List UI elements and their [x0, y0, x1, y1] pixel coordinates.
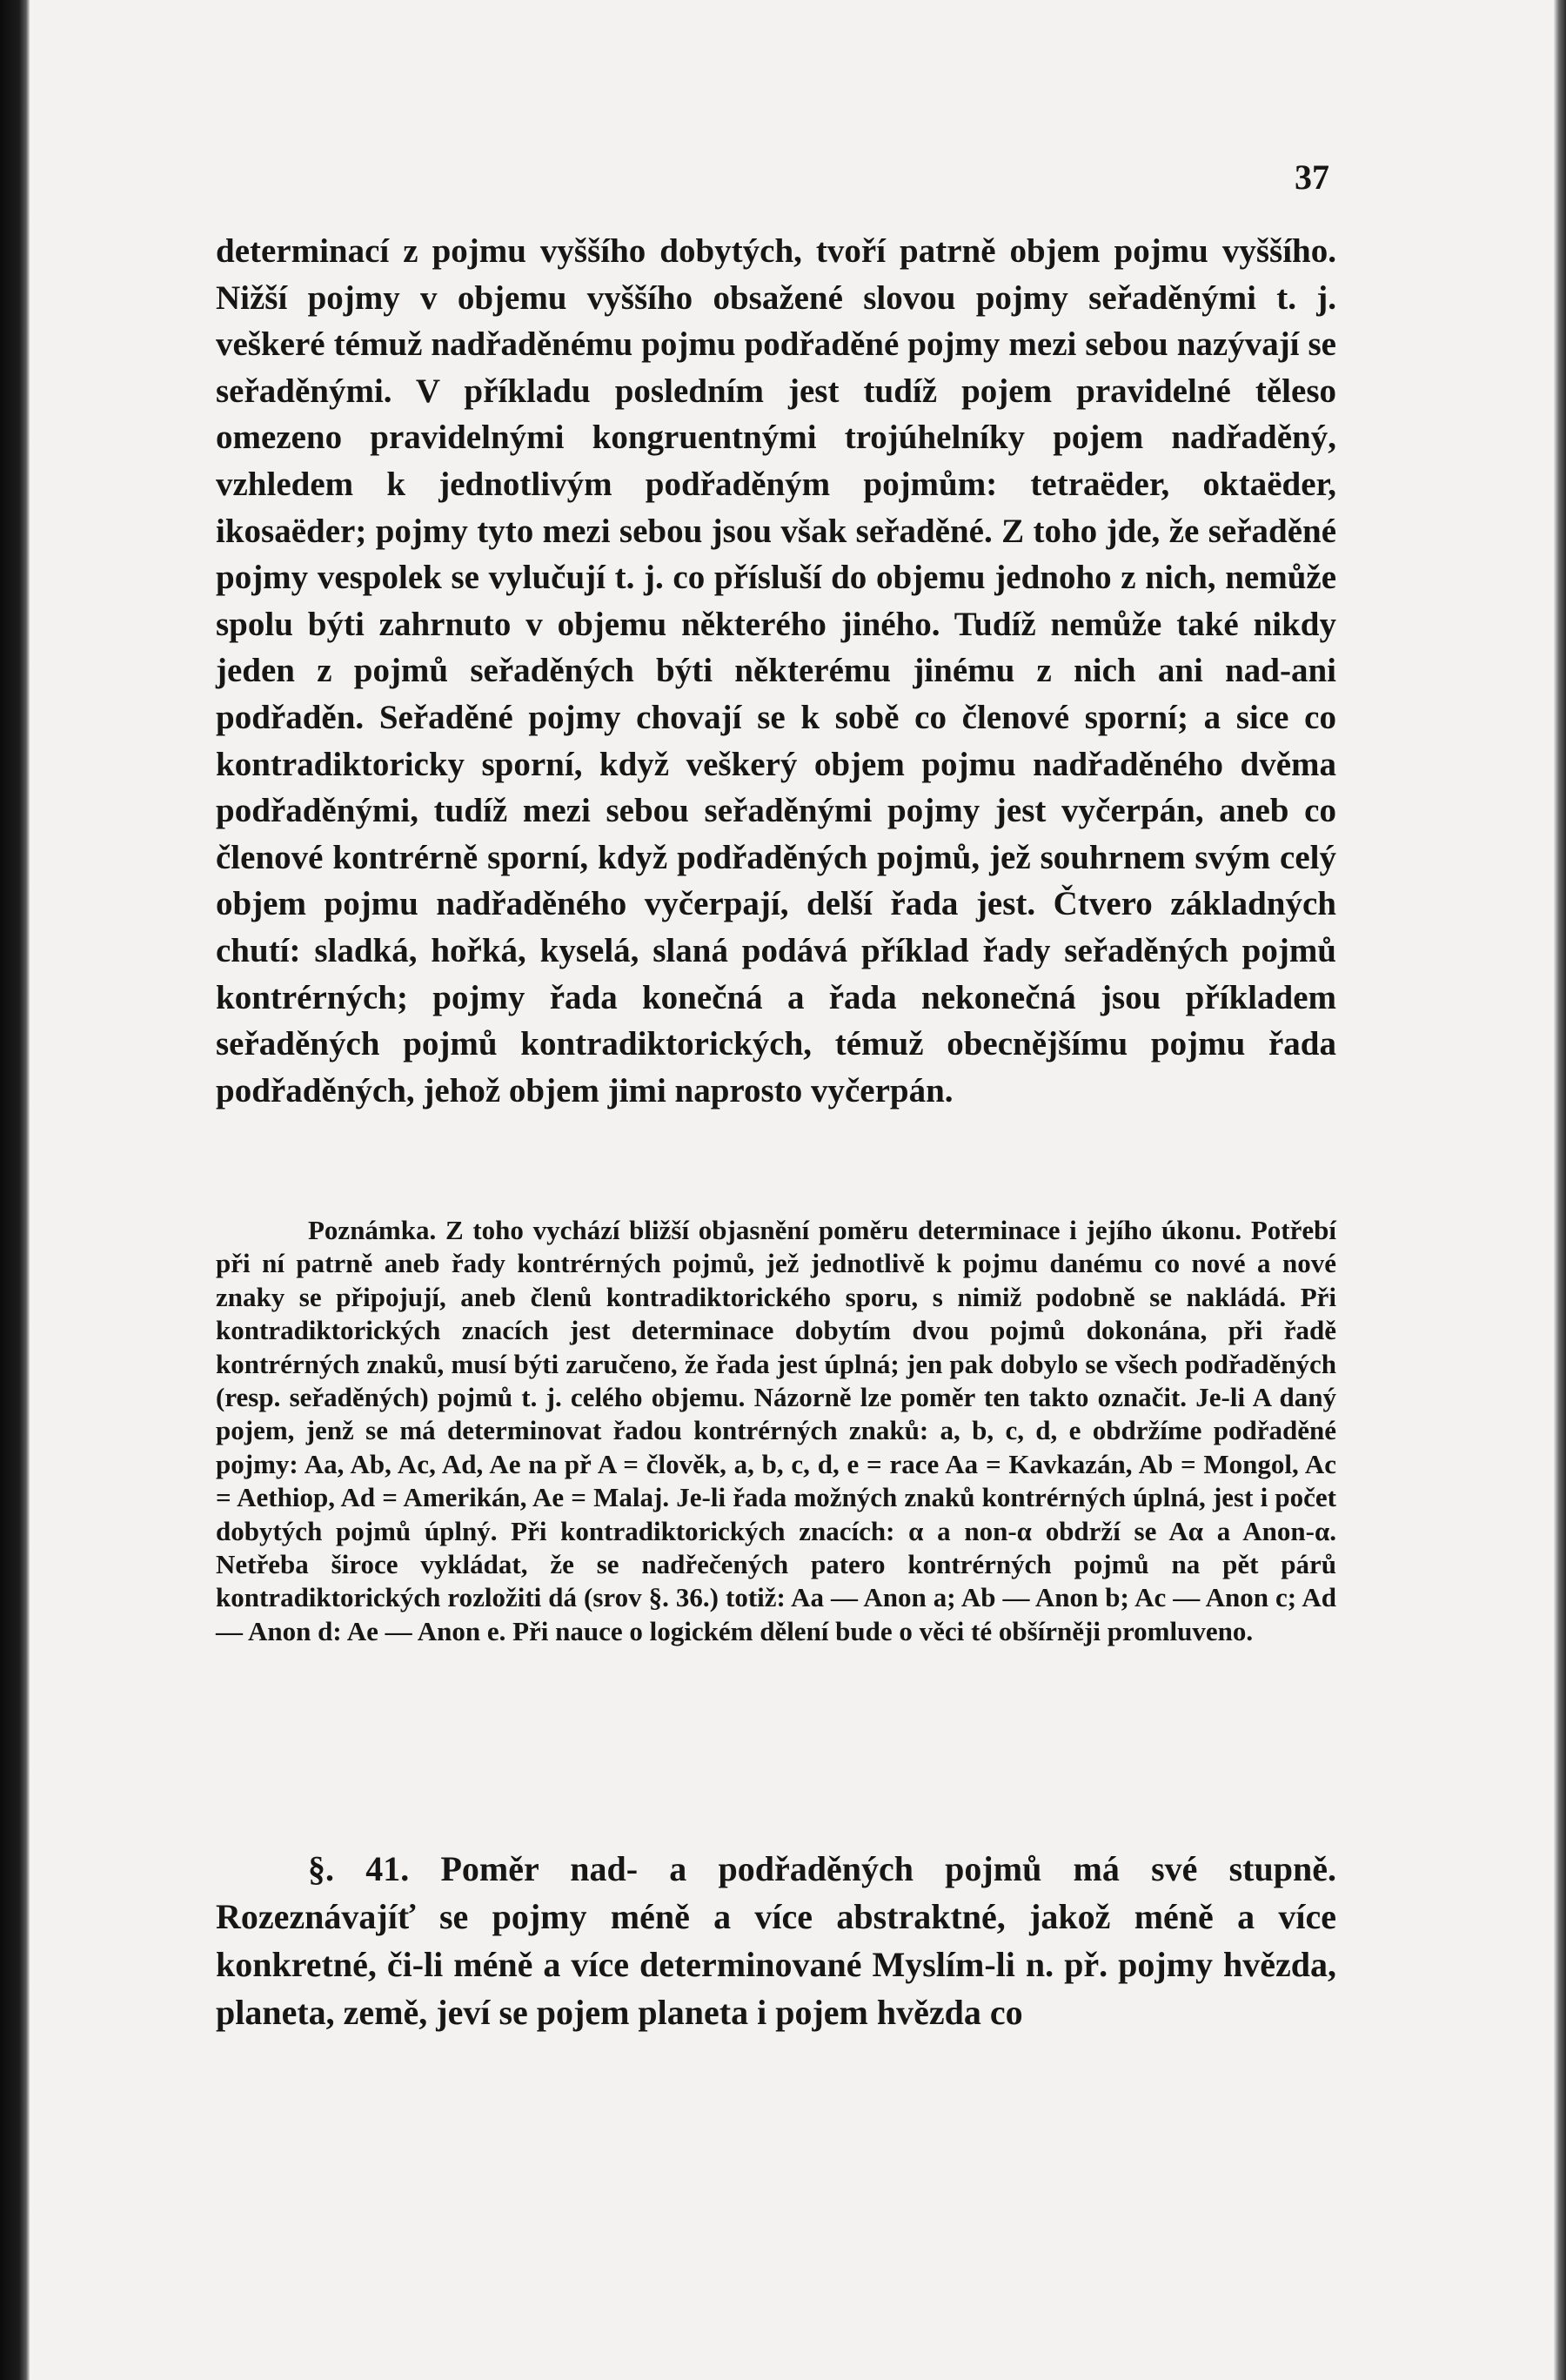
section-41-paragraph: §. 41. Poměr nad- a podřaděných pojmů má své stupně. Rozeznávajíť se pojmy méně a více abstraktné, jakož méně a více konkretné, či-li méně a více determinované Myslím-li n. př. pojmy hvězda, planeta, země, jeví se pojem planeta i pojem hvězda co — [216, 1849, 1336, 2032]
main-paragraph — [216, 228, 1336, 1114]
main-paragraph-text: determinací z pojmu vyššího dobytých, tvoří patrně objem pojmu vyššího. Nižší pojmy v objemu vyššího obsažené slovou pojmy seřaděnými t. j. veškeré témuž nadřaděnému pojmu podřaděné pojmy mezi sebou nazývají se seřaděnými. V příkladu posledním jest tudíž pojem pravidelné těleso omezeno pravidelnými kongruentnými trojúhelníky pojem nadřaděný, vzhledem k jednotlivým podřaděným pojmům: tetraëder, oktaëder, ikosaëder; pojmy tyto mezi sebou jsou však seřaděné. Z toho jde, že seřaděné pojmy vespolek se vylučují t. j. co přísluší do objemu jednoho z nich, nemůže spolu býti zahrnuto v objemu některého jiného. Tudíž nemůže také nikdy jeden z pojmů seřaděných býti některému jinému z nich ani nad-ani podřaděn. Seřaděné pojmy chovají se k sobě co členové sporní; a sice co kontradiktoricky sporní, když veškerý objem pojmu nadřaděného dvěma podřaděnými, tudíž mezi sebou seřaděnými pojmy jest vyčerpán, aneb co členové kontrérně sporní, když podřaděných pojmů, jež souhrnem svým celý objem pojmu nadřaděného vyčerpají, delší řada jest. Čtvero základných chutí: sladká, hořká, kyselá, slaná podává příklad řady seřaděných pojmů kontrérných; pojmy řada konečná a řada nekonečná jsou příkladem seřaděných pojmů kontradiktorických, témuž obecnějšímu pojmu řada podřaděných, jehož objem jimi naprosto vyčerpán. — [216, 232, 1336, 1110]
page-number: 37 — [1295, 158, 1329, 197]
right-page-edge — [1554, 0, 1566, 2380]
note-paragraph: Poznámka. Z toho vychází bližší objasnění poměru determinace i jejího úkonu. Potřebí při ní patrně aneb řady kontrérných pojmů, jež jednotlivě k pojmu danému co nové a nové znaky se připojují, aneb členů kontradiktorického sporu, s nimiž podobně se nakládá. Při kontradiktorických znacích jest determinace dobytím dvou pojmů dokonána, při řadě kontrérných znaků, musí býti zaručeno, že řada jest úplná; jen pak dobylo se všech podřaděných (resp. seřaděných) pojmů t. j. celého objemu. Názorně lze poměr ten takto označit. Je-li A daný pojem, jenž se má determinovat řadou kontrérných znaků: a, b, c, d, e obdržíme podřaděné pojmy: Aa, Ab, Ac, Ad, Ae na př A = člověk, a, b, c, d, e = race Aa = Kavkazán, Ab = Mongol, Ac = Aethiop, Ad = Amerikán, Ae = Malaj. Je-li řada možných znaků kontrérných úplná, jest i počet dobytých pojmů úplný. Při kontradiktorických znacích: α a non-α obdrží se Aα a Anon-α. Netřeba široce vykládat, že se nadřečených patero kontrérných pojmů na pět párů kontradiktorických rozložiti dá (srov §. 36.) totiž: Aa — Anon a; Ab — Anon b; Ac — Anon c; Ad — Anon d: Ae — Anon e. Při nauce o logickém dělení bude o věci té obšírněji promluveno. — [216, 1215, 1336, 1646]
left-binding-edge — [0, 0, 30, 2380]
